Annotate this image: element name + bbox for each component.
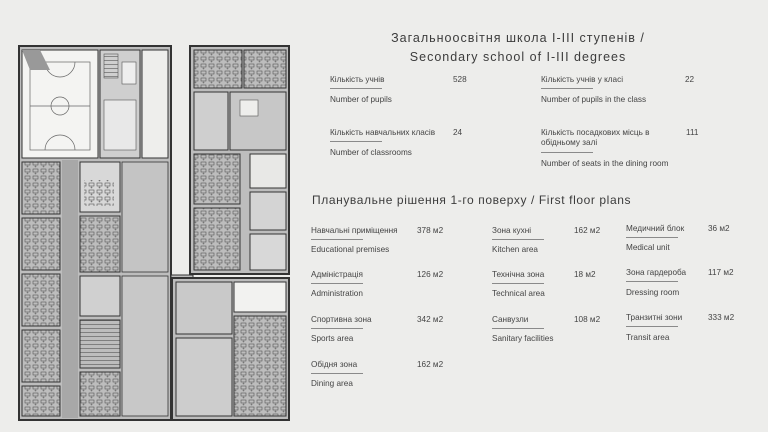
divider — [626, 281, 678, 282]
divider — [541, 88, 593, 89]
divider — [541, 152, 593, 153]
area-dining — [311, 360, 461, 390]
area-label-ua: Зона гардероба — [626, 268, 687, 277]
area-sanitary — [492, 315, 612, 345]
stat-value: 22 — [685, 75, 695, 84]
area-label-ua: Зона кухні — [492, 226, 532, 235]
right-wing — [172, 46, 289, 420]
divider — [330, 141, 382, 142]
area-label-en: Dining area — [311, 379, 353, 388]
stat-pupils — [330, 75, 480, 105]
page-title-en: Secondary school of I-III degrees — [409, 50, 627, 64]
area-value: 18 м2 — [574, 270, 596, 279]
area-label-en: Administration — [311, 289, 363, 298]
section-title-floor-plans: Планувальне рішення 1-го поверху / First floor plans — [312, 193, 632, 207]
area-label-ua: Навчальні приміщення — [311, 226, 398, 235]
area-label-en: Transit area — [626, 333, 670, 342]
area-administration — [311, 270, 461, 300]
page-title-ua: Загальноосвітня школа I-III ступенів / — [391, 31, 645, 45]
area-value: 36 м2 — [708, 224, 730, 233]
area-educational — [311, 226, 461, 256]
area-label-en: Technical area — [492, 289, 545, 298]
area-label-en: Medical unit — [626, 243, 670, 252]
stat-label-en: Number of pupils — [330, 95, 392, 104]
area-label-ua: Санвузли — [492, 315, 529, 324]
divider — [311, 239, 363, 240]
stat-label-ua: Кількість навчальних класів — [330, 128, 436, 137]
divider — [492, 239, 544, 240]
stat-label-ua: Кількість учнів у класі — [541, 75, 624, 84]
area-label-ua: Адміністрація — [311, 270, 363, 279]
area-value: 126 м2 — [417, 270, 444, 279]
stat-value: 111 — [686, 128, 699, 137]
area-label-en: Sanitary facilities — [492, 334, 554, 343]
area-kitchen — [492, 226, 612, 256]
divider — [311, 373, 363, 374]
stat-label-en: Number of classrooms — [330, 148, 412, 157]
divider — [311, 328, 363, 329]
stat-classrooms — [330, 128, 480, 158]
stat-value: 528 — [453, 75, 467, 84]
area-label-en: Sports area — [311, 334, 354, 343]
area-label-en: Kitchen area — [492, 245, 538, 254]
stat-value: 24 — [453, 128, 463, 137]
area-medical — [626, 224, 756, 254]
area-label-en: Dressing room — [626, 288, 680, 297]
floor-plan-drawing — [0, 0, 300, 432]
area-label-ua: Технічна зона — [492, 270, 545, 279]
area-value: 162 м2 — [417, 360, 444, 369]
area-value: 108 м2 — [574, 315, 601, 324]
area-label-en: Educational premises — [311, 245, 390, 254]
left-wing — [19, 46, 171, 420]
area-label-ua: Спортивна зона — [311, 315, 372, 324]
area-technical — [492, 270, 612, 300]
area-value: 342 м2 — [417, 315, 444, 324]
stat-label-ua: Кількість посадкових місць в обідньому залі — [541, 128, 650, 147]
divider — [626, 237, 678, 238]
area-value: 117 м2 — [708, 268, 734, 277]
area-label-ua: Медичний блок — [626, 224, 685, 233]
stat-label-ua: Кількість учнів — [330, 75, 385, 84]
area-transit — [626, 313, 756, 343]
area-value: 162 м2 — [574, 226, 601, 235]
area-label-ua: Обідня зона — [311, 360, 358, 369]
stat-dining-seats — [541, 128, 701, 170]
divider — [492, 328, 544, 329]
stat-label-en: Number of seats in the dining room — [541, 159, 669, 168]
area-dressing — [626, 268, 756, 298]
divider — [492, 283, 544, 284]
divider — [311, 283, 363, 284]
area-value: 333 м2 — [708, 313, 735, 322]
stat-label-en: Number of pupils in the class — [541, 95, 647, 104]
area-sports — [311, 315, 461, 345]
area-label-ua: Транзитні зони — [626, 313, 683, 322]
divider — [330, 88, 382, 89]
stat-pupils-per-class — [541, 75, 701, 105]
area-value: 378 м2 — [417, 226, 444, 235]
divider — [626, 326, 678, 327]
